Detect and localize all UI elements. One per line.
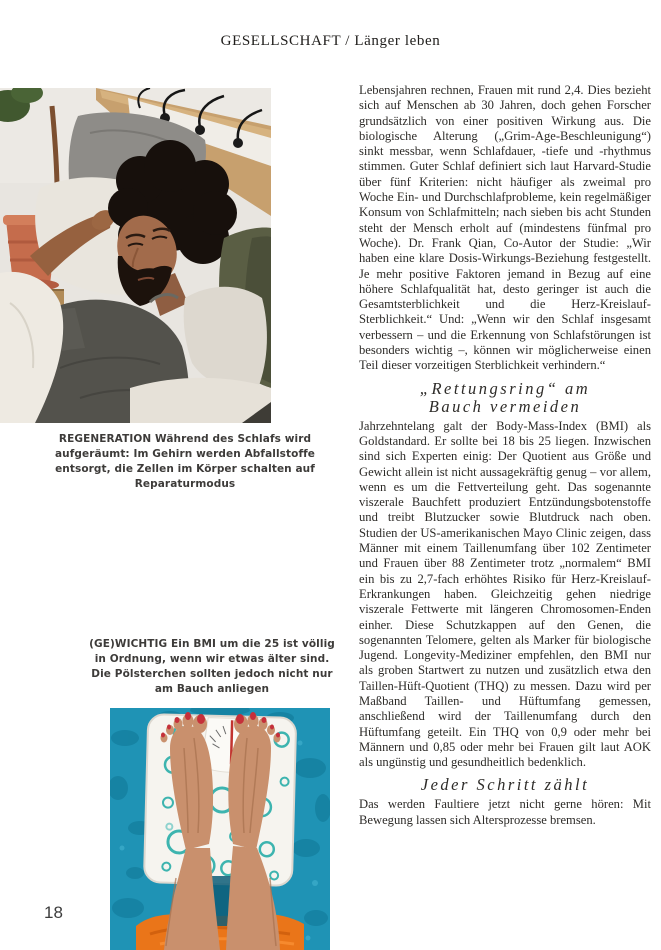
section-heading-rettungsring bbox=[359, 380, 651, 416]
section-body-schritt: Das werden Faultiere jetzt nicht gerne hören: Mit Bewegung lassen sich Altersprozesse bremsen. bbox=[359, 797, 651, 827]
sleeping-man-photo bbox=[0, 88, 271, 423]
caption-keyword: REGENERATION bbox=[58, 433, 152, 445]
scale-feet-illustration bbox=[110, 708, 330, 950]
photo-caption-gewichtig bbox=[88, 637, 336, 697]
photo-caption-regeneration bbox=[30, 432, 340, 492]
section-heading-schritt bbox=[359, 776, 651, 794]
article-intro-paragraph: Lebensjahren rechnen, Frauen mit rund 2,4. Dies bezieht sich auf Menschen ab 30 Jahren, doch gehen Forscher grundsätzlich von einer positiven Wirkung aus. Die biologische Alterung („Grim-Age-Beschleunigung“) sinkt messbar, wenn Schlafdauer, -tiefe und -rhythmus stimmen. Guter Schlaf definiert sich laut Harvard-Studie über fünf Kriterien: nicht häufiger als zweimal pro Woche Ein- und Durchschlafprobleme, kein regelmäßiger Konsum von Schlafmitteln; nach sieben bis acht Stunden steht der Mensch erholt auf (mindestens fünfmal pro Woche). Dr. Frank Qian, Co-Autor der Studie: „Wir haben eine klare Dosis-Wirkungs-Beziehung festgestellt. Je mehr positive Faktoren jemand in Bezug auf eine höhere Schlafqualität hat, desto geringer ist auch die Gesamtsterblichkeit und die Herz-Kreislauf-Sterblichkeit.“ Und: „Wenn wir den Schlaf insgesamt verbessern – und die Erkennung von Schlafstörungen ist besonders wichtig –, können wir möglicherweise einen Teil dieser vorzeitigen Sterblichkeit verhindern.“ bbox=[359, 83, 651, 373]
caption-keyword: (GE)WICHTIG bbox=[89, 638, 168, 650]
section-title: GESELLSCHAFT / Länger leben bbox=[220, 33, 441, 49]
caption-text: Ein BMI um die 25 ist völlig in Ordnung, wenn wir etwas älter sind. Die Pölsterchen sollten jedoch nicht nur am Bauch anliegen bbox=[91, 638, 335, 695]
page-header bbox=[0, 33, 661, 50]
sleeping-man-illustration bbox=[0, 88, 271, 423]
heading-line: Bauch vermeiden bbox=[428, 396, 582, 416]
section-body-rettungsring: Jahrzehntelang galt der Body-Mass-Index (BMI) als Goldstandard. Er sollte bei 18 bis 25 liegen. Inzwischen sind sich Experten einig: Der Quotient aus Größe und Gewicht allein ist nicht aussagekräftig genug – vor allem, wenn es um die Fettverteilung geht. Das sogenannte viszerale Bauchfett produziert Entzündungsbotenstoffe und treibt Blutzucker sowie Blutdruck nach oben. Studien der US-amerikanischen Mayo Clinic zeigen, dass Männer mit einem Taillenumfang über 102 Zentimeter und Frauen über 88 Zentimeter trotz „normalem“ BMI ein bis zu 2,7-fach erhöhtes Risiko für Herz-Kreislauf-Erkrankungen haben. Gleichzeitig gehen niedrige viszerale Fettwerte mit längeren Chromosomen-Enden einher. Diese Schutzkappen auf den Genen, die sogenannten Telomere, gelten als Marker für biologische Jugend. Longevity-Mediziner empfehlen, den BMI nur als groben Startwert zu nutzen und zusätzlich etwa den Taillen-Hüft-Quotient (THQ) zu messen. Dazu wird per Maßband Taillen- und Hüftumfang gemessen, anschließend wird der Taillenumfang durch den Hüftumfang geteilt. Ein THQ von 0,9 oder mehr bei Männern und 0,85 oder mehr bei Frauen gilt laut AOK als ungünstig und gesundheitlich bedenklich. bbox=[359, 418, 651, 770]
heading-line: „Rettungsring“ am bbox=[419, 378, 591, 398]
heading-line: Jeder Schritt zählt bbox=[420, 775, 590, 795]
article-column bbox=[359, 83, 651, 828]
scale-feet-photo bbox=[110, 708, 330, 950]
page-number: 18 bbox=[44, 903, 63, 922]
caption-text: Während des Schlafs wird aufgeräumt: Im Gehirn werden Abfallstoffe entsorgt, die Zellen im Körper schalten auf Reparaturmodus bbox=[54, 433, 316, 490]
